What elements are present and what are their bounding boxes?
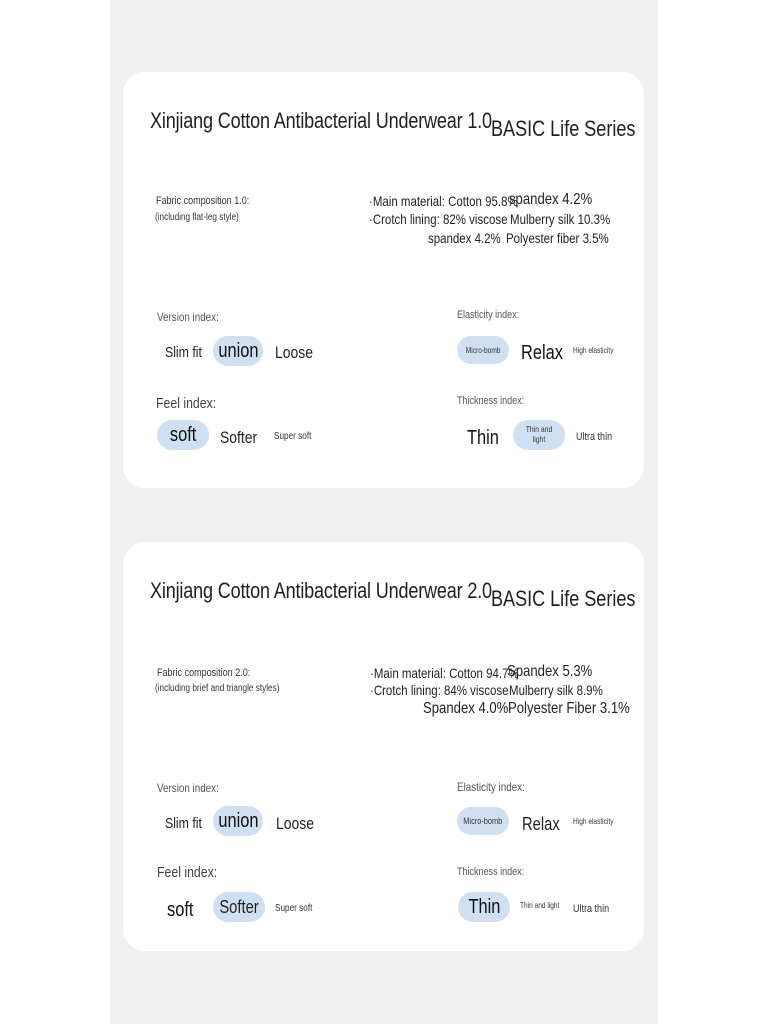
- feel-option-super-soft: Super soft: [275, 903, 313, 914]
- elasticity-index-label: Elasticity index:: [457, 780, 525, 794]
- feel-option-soft: soft: [167, 899, 194, 921]
- feel-option-super-soft: Super soft: [274, 431, 312, 442]
- product-title: Xinjiang Cotton Antibacterial Underwear 1.0: [150, 108, 492, 133]
- version-selected-pill: [213, 336, 263, 366]
- version-index-label: Version index:: [157, 781, 219, 795]
- material-line-1b: spandex 4.2%: [509, 191, 593, 208]
- thickness-option-ultra-thin: Ultra thin: [573, 903, 610, 915]
- page-background: [110, 0, 658, 1024]
- feel-option-softer: Softer: [220, 428, 258, 447]
- version-option-union: union: [217, 809, 259, 832]
- elasticity-option-micro-bomb: Micro-bomb: [465, 345, 501, 355]
- version-index-label: Version index:: [157, 310, 219, 324]
- thickness-option-thin: Thin: [467, 427, 499, 449]
- product-card-2: [123, 542, 644, 951]
- fabric-composition-label: Fabric composition 2.0:: [157, 667, 251, 679]
- version-option-slim-fit: Slim fit: [165, 344, 202, 361]
- elasticity-option-relax: Relax: [521, 342, 563, 364]
- material-line-3b: Polyester fiber 3.5%: [506, 230, 609, 246]
- material-line-1a: ·Main material: Cotton 94.7%: [370, 665, 519, 681]
- fabric-composition-note: (including flat-leg style): [155, 212, 239, 223]
- material-line-2a: ·Crotch lining: 82% viscose: [369, 211, 508, 227]
- elasticity-selected-pill: [457, 807, 509, 835]
- thickness-option-thin-and-light: Thin and light: [520, 901, 560, 910]
- material-line-1a: ·Main material: Cotton 95.8%: [369, 193, 518, 209]
- feel-index-label: Feel index:: [157, 864, 218, 881]
- thickness-option-thin: Thin: [468, 895, 500, 918]
- thickness-selected-pill: [458, 892, 510, 922]
- feel-selected-pill: [213, 892, 265, 922]
- elasticity-option-micro-bomb: Micro-bomb: [463, 816, 503, 826]
- material-line-3a: Spandex 4.0%: [423, 700, 509, 717]
- thickness-index-label: Thickness index:: [457, 866, 525, 878]
- version-option-loose: Loose: [275, 343, 313, 362]
- feel-option-soft: soft: [169, 423, 197, 446]
- material-line-3a: spandex 4.2%: [428, 230, 501, 246]
- series-name: BASIC Life Series: [491, 116, 636, 141]
- material-line-1b: Spandex 5.3%: [507, 663, 593, 680]
- version-selected-pill: [213, 806, 263, 836]
- thickness-selected-pill: [513, 420, 565, 450]
- series-name: BASIC Life Series: [491, 586, 636, 611]
- material-line-3b: Polyester Fiber 3.1%: [508, 700, 630, 717]
- thickness-option-thin-and-light: Thin and light: [525, 425, 553, 444]
- version-option-loose: Loose: [276, 814, 314, 833]
- fabric-composition-label: Fabric composition 1.0:: [156, 195, 250, 207]
- feel-option-softer: Softer: [219, 896, 259, 917]
- thickness-index-label: Thickness index:: [457, 395, 525, 407]
- feel-selected-pill: [157, 420, 209, 450]
- version-option-slim-fit: Slim fit: [165, 815, 202, 832]
- feel-index-label: Feel index:: [156, 395, 217, 412]
- version-option-union: union: [217, 339, 259, 362]
- product-card-1: [123, 72, 644, 488]
- elasticity-option-high: High elasticity: [573, 817, 614, 826]
- elasticity-selected-pill: [457, 336, 509, 364]
- elasticity-option-relax: Relax: [522, 814, 560, 834]
- fabric-composition-note: (including brief and triangle styles): [155, 683, 280, 694]
- material-line-2b: Mulberry silk 8.9%: [509, 682, 603, 698]
- product-title: Xinjiang Cotton Antibacterial Underwear 2.0: [150, 578, 492, 603]
- material-line-2b: Mulberry silk 10.3%: [510, 211, 611, 227]
- thickness-option-ultra-thin: Ultra thin: [576, 431, 613, 443]
- material-line-2a: ·Crotch lining: 84% viscose: [370, 682, 509, 698]
- elasticity-option-high: High elasticity: [573, 346, 614, 355]
- elasticity-index-label: Elasticity index:: [457, 309, 520, 321]
